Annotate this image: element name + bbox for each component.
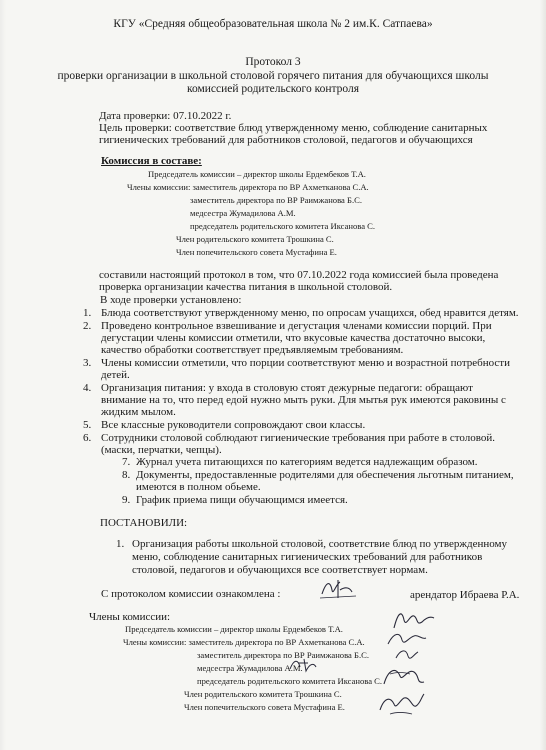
subfinding-number: 9.	[122, 494, 131, 506]
finding-line: качество обработки соответствует предъявляемым требованиям.	[101, 344, 404, 356]
intro-line-2: проверка организации качества питания в школьной столовой.	[99, 281, 393, 293]
resolution-line: столовой, педагогов и обучающихся все соответствует нормам.	[132, 564, 428, 576]
commission-heading: Комиссия в составе:	[101, 155, 202, 167]
acknowledged-text: С протоколом комиссии ознакомлена :	[101, 588, 281, 600]
finding-line: жидким мылом.	[101, 406, 176, 418]
school-header: КГУ «Средняя общеобразовательная школа № 2 им.К. Сатпаева»	[113, 18, 433, 30]
commission-member: Председатель комиссии – директор школы Ердембеков Т.А.	[148, 169, 366, 179]
finding-line: Блюда соответствуют утвержденному меню, по опросам учащихся, обед нравится детям.	[101, 307, 519, 319]
subfinding-line: Документы, предоставленные родителями для обеспечения льготным питанием,	[136, 469, 514, 481]
member-line: медсестра Жумадилова А.М.	[197, 663, 303, 673]
finding-line: Организация питания: у входа в столовую стоят дежурные педагоги: обращают	[101, 382, 473, 394]
subfinding-number: 7.	[122, 456, 131, 468]
commission-member: председатель родительского комитета Иксанова С.	[190, 221, 376, 231]
finding-line: Все классные руководители сопровождают свои классы.	[101, 419, 366, 431]
subfinding-line: имеются в полном обьеме.	[136, 481, 261, 493]
commission-member: Члены комиссии: заместитель директора по ВР Ахметканова С.А.	[127, 182, 369, 192]
finding-number: 6.	[83, 432, 92, 444]
finding-number: 5.	[83, 419, 92, 431]
tenant-signature	[318, 576, 358, 607]
subfinding-line: График приема пищи обучающимся имеется.	[136, 494, 348, 506]
nurse-signature	[286, 655, 320, 680]
subfinding-line: Журнал учета питающихся по категориям ведется надлежащим образом.	[136, 456, 478, 468]
finding-line: Сотрудники столовой соблюдают гигиенические требования при работе в столовой.	[101, 432, 495, 444]
subject-line-2: комиссией родительского контроля	[186, 83, 360, 95]
member-line: Члены комиссии: заместитель директора по ВР Ахметканова С.А.	[123, 637, 365, 647]
resolution-number: 1.	[116, 538, 125, 550]
finding-line: внимание на то, что перед едой нужно мыть руки. Для мытья рук имеются раковины с	[101, 394, 506, 406]
finding-number: 3.	[83, 357, 92, 369]
finding-line: Проведено контрольное взвешивание и дегустация членами комиссии порций. При	[101, 320, 492, 332]
finding-line: дегустации члены комиссии отметили, что вкусовые качества достаточно высоки,	[101, 332, 486, 344]
member-line: Член родительского комитета Трошкина С.	[184, 689, 342, 699]
finding-line: (маски, перчатки, чепцы).	[101, 444, 222, 456]
members-heading: Члены комиссии:	[89, 611, 171, 623]
member-line: Член попечительского совета Мустафина Е.	[184, 702, 345, 712]
commission-member: Член родительского комитета Трошкина С.	[176, 234, 334, 244]
member-signature	[376, 688, 426, 723]
member-line: председатель родительского комитета Иксанова С.	[197, 676, 383, 686]
commission-member: заместитель директора по ВР Раимжанова Б.С.	[190, 195, 362, 205]
commission-member: Член попечительского совета Мустафина Е.	[176, 247, 337, 257]
goal-line-1: Цель проверки: соответствие блюд утвержденному меню, соблюдение санитарных	[99, 122, 488, 134]
resolved-heading: ПОСТАНОВИЛИ:	[100, 517, 188, 529]
subject-line-1: проверки организации в школьной столовой горячего питания для обучающихся школы	[57, 70, 489, 82]
protocol-title: Протокол 3	[245, 56, 301, 68]
resolution-line: Организация работы школьной столовой, соответствие блюд по утвержденному	[132, 538, 508, 550]
tenant-name: арендатор Ибраева Р.А.	[410, 589, 520, 601]
subfinding-number: 8.	[122, 469, 131, 481]
check-date: Дата проверки: 07.10.2022 г.	[99, 110, 232, 122]
finding-line: детей.	[101, 369, 130, 381]
intro-line-1: составили настоящий протокол в том, что 07.10.2022 года комиссией была проведена	[99, 269, 499, 281]
resolution-line: меню, соблюдение санитарных гигиенических требований для работников	[132, 551, 483, 563]
finding-number: 4.	[83, 382, 92, 394]
goal-line-2: гигиенических требований для работников столовой, педагогов и обучающихся	[99, 134, 473, 146]
commission-member: медсестра Жумадилова А.М.	[190, 208, 296, 218]
finding-number: 1.	[83, 307, 92, 319]
member-line: Председатель комиссии – директор школы Ердембеков Т.А.	[125, 624, 343, 634]
finding-number: 2.	[83, 320, 92, 332]
member-line: заместитель директора по ВР Раимжанова Б.С.	[197, 650, 369, 660]
finding-line: Члены комиссии отметили, что порции соответствуют меню и возрастной потребности	[101, 357, 511, 369]
findings-intro: В ходе проверки установлено:	[100, 294, 242, 306]
